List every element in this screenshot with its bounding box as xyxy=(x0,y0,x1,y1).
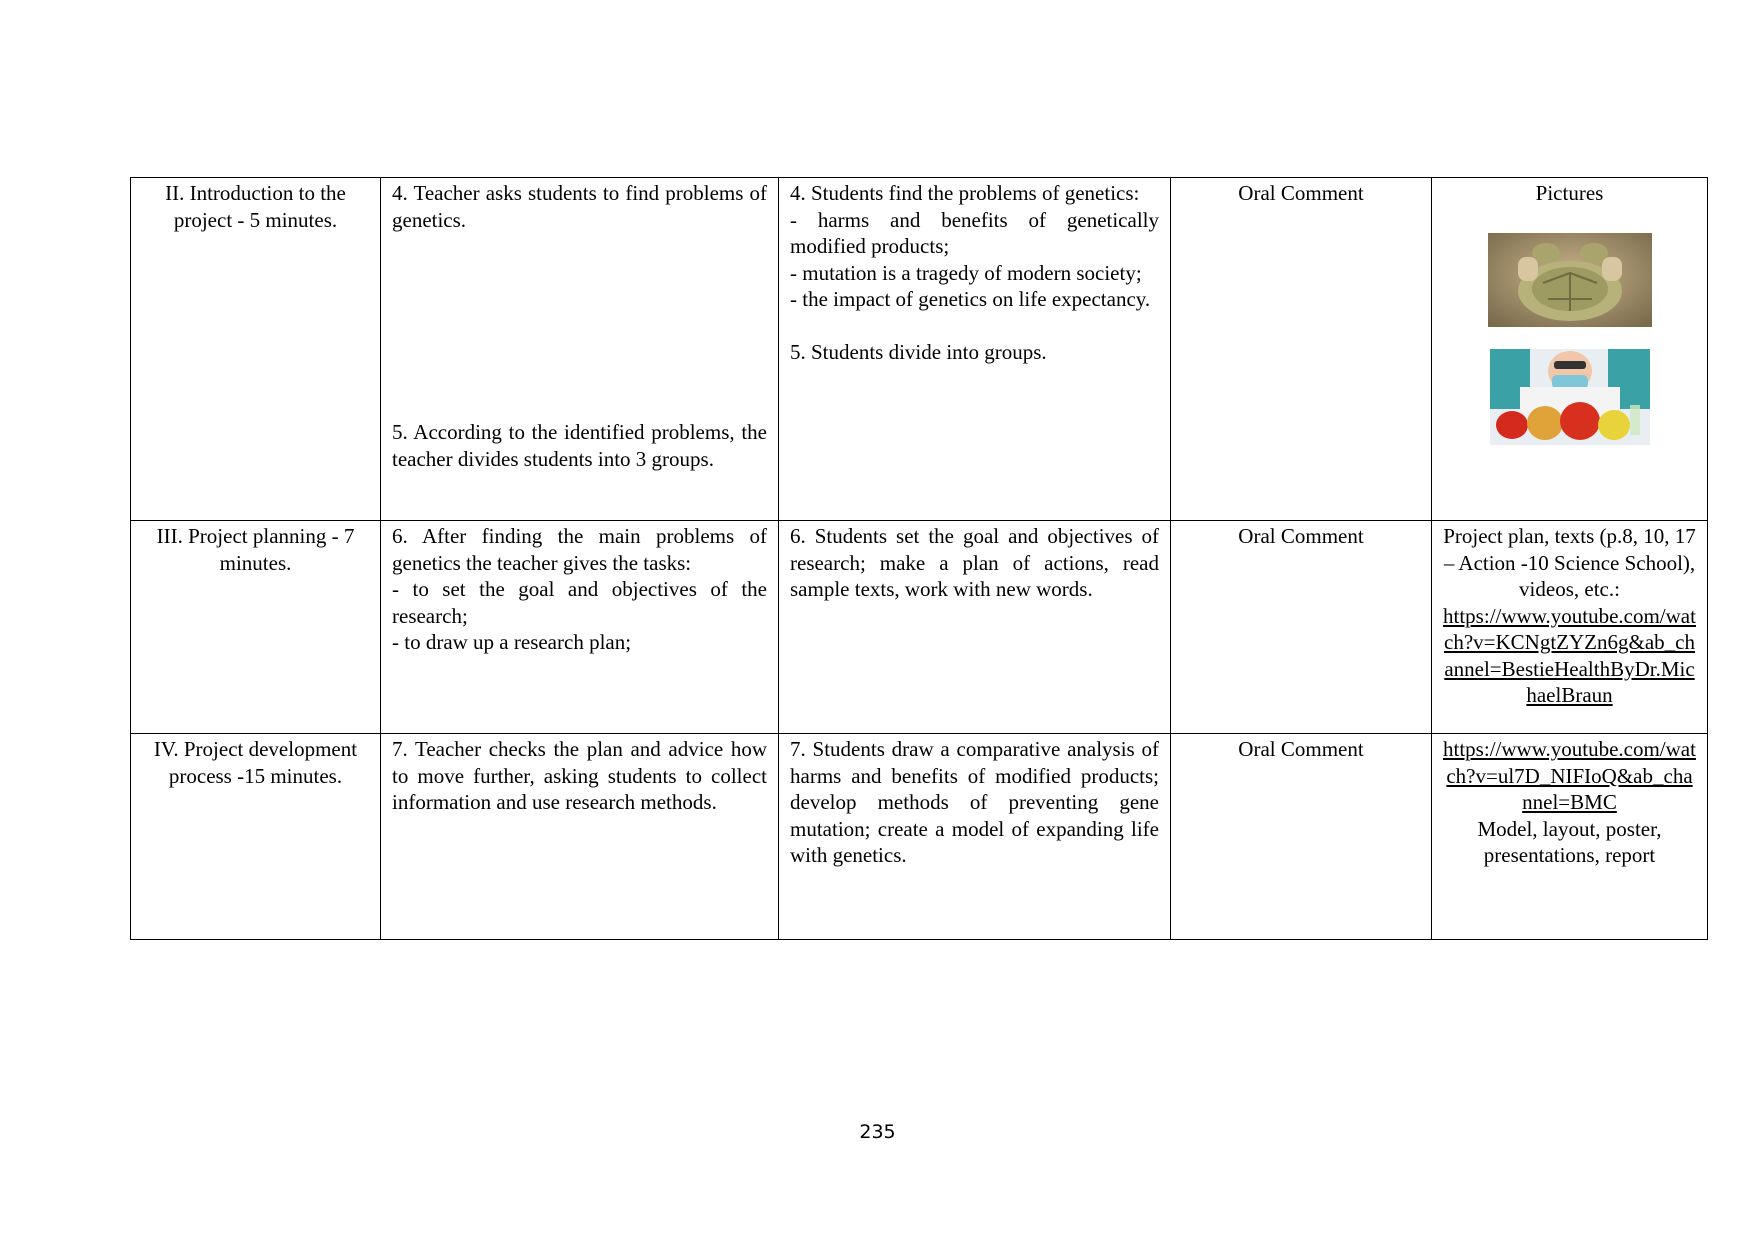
student-activity-cell xyxy=(779,521,1171,734)
stage-text: IV. Project development process -15 minutes. xyxy=(153,737,358,788)
teacher-activity-cell xyxy=(381,521,779,734)
assessment-text: Oral Comment xyxy=(1238,737,1364,761)
teacher-step: 6. After finding the main problems of genetics the teacher gives the tasks: xyxy=(392,524,767,575)
teacher-step: - to set the goal and objectives of the research; xyxy=(392,577,767,628)
stage-text: II. Introduction to the project - 5 minutes. xyxy=(165,181,346,232)
student-step: 4. Students find the problems of genetics: xyxy=(790,181,1140,205)
student-activity-cell xyxy=(779,178,1171,521)
teacher-step: 7. Teacher checks the plan and advice how to move further, asking students to collect information and use research methods. xyxy=(392,737,767,814)
student-step: - harms and benefits of genetically modified products; xyxy=(790,207,1159,258)
student-step: 5. Students divide into groups. xyxy=(790,339,1047,364)
resource-text: Project plan, texts (p.8, 10, 17 – Action -10 Science School), videos, etc.: xyxy=(1443,524,1696,601)
resource-text: Pictures xyxy=(1535,181,1604,205)
assessment-cell xyxy=(1171,734,1432,940)
turtle-mutation-photo xyxy=(1488,233,1652,327)
student-step: 6. Students set the goal and objectives of research; make a plan of actions, read sample texts, work with new words. xyxy=(790,524,1159,601)
table-row xyxy=(131,734,1708,940)
stage-text: III. Project planning - 7 minutes. xyxy=(156,524,355,575)
assessment-cell xyxy=(1171,521,1432,734)
page-number: 235 xyxy=(859,1121,896,1143)
teacher-step: - to draw up a research plan; xyxy=(392,630,632,654)
teacher-activity-cell xyxy=(381,734,779,940)
stage-cell xyxy=(131,521,381,734)
table-row xyxy=(131,521,1708,734)
student-activity-cell xyxy=(779,734,1171,940)
stage-cell xyxy=(131,734,381,940)
youtube-link[interactable]: https://www.youtube.com/watch?v=ul7D_NIFIoQ&ab_channel=BMC xyxy=(1443,737,1696,814)
stage-cell xyxy=(131,178,381,521)
student-step: - mutation is a tragedy of modern society; xyxy=(790,260,1142,285)
scientist-with-vegetables-photo xyxy=(1490,349,1650,445)
assessment-cell xyxy=(1171,178,1432,521)
student-step: 7. Students draw a comparative analysis of harms and benefits of modified products; develop methods of preventing gene mutation; create a model of expanding life with genetics. xyxy=(790,737,1159,867)
youtube-link[interactable]: https://www.youtube.com/watch?v=KCNgtZYZn6g&ab_channel=BestieHealthByDr.MichaelBraun xyxy=(1443,603,1696,707)
lesson-plan-table xyxy=(130,177,1708,940)
teacher-step: 4. Teacher asks students to find problems of genetics. xyxy=(392,181,767,232)
table-row xyxy=(131,178,1708,521)
assessment-text: Oral Comment xyxy=(1238,524,1364,548)
resources-cell xyxy=(1432,178,1708,521)
teacher-step: 5. According to the identified problems, the teacher divides students into 3 groups. xyxy=(392,420,767,471)
resource-text: Model, layout, poster, presentations, report xyxy=(1477,816,1662,867)
resources-cell xyxy=(1432,521,1708,734)
teacher-activity-cell xyxy=(381,178,779,521)
student-step: - the impact of genetics on life expectancy. xyxy=(790,287,1151,311)
resources-cell xyxy=(1432,734,1708,940)
assessment-text: Oral Comment xyxy=(1238,181,1364,205)
